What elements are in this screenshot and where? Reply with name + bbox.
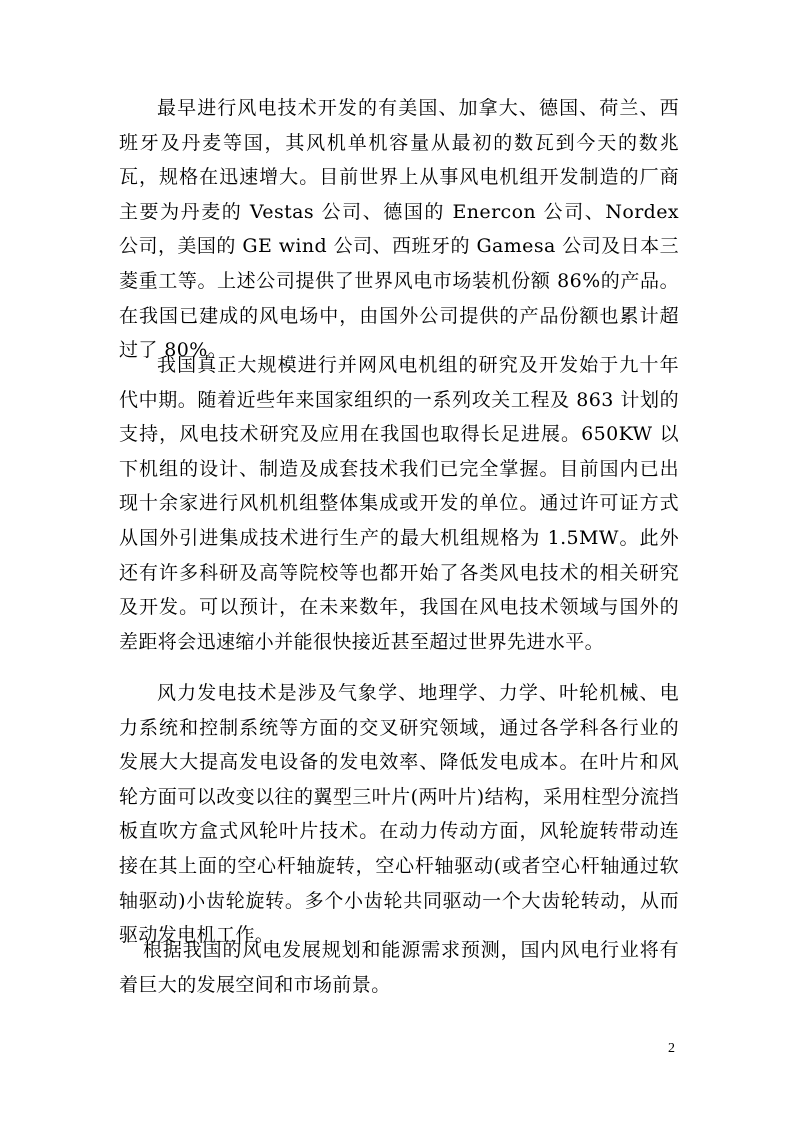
- paragraph-3: 风力发电技术是涉及气象学、地理学、力学、叶轮机械、电力系统和控制系统等方面的交叉研究领域，通过各学科各行业的发展大大提高发电设备的发电效率、降低发电成本。在叶片和风轮方面可以改变以往的翼型三叶片(两叶片)结构，采用柱型分流挡板直吹方盒式风轮叶片技术。在动力传动方面，风轮旋转带动连接在其上面的空心杆轴旋转，空心杆轴驱动(或者空心杆轴通过软轴驱动)小齿轮旋转。多个小齿轮共同驱动一个大齿轮转动，从而驱动发电机工作。: [119, 682, 679, 947]
- paragraph-1: 最早进行风电技术开发的有美国、加拿大、德国、荷兰、西班牙及丹麦等国，其风机单机容量从最初的数瓦到今天的数兆瓦，规格在迅速增大。目前世界上从事风电机组开发制造的厂商主要为丹麦的 Vestas 公司、德国的 Enercon 公司、Nordex 公司，美国的 GE wind 公司、西班牙的 Gamesa 公司及日本三菱重工等。上述公司提供了世界风电市场装机份额 86%的产品。在我国已建成的风电场中，由国外公司提供的产品份额也累计超过了 80%。: [119, 97, 679, 362]
- paragraph-4: 根据我国的风电发展规划和能源需求预测，国内风电行业将有着巨大的发展空间和市场前景。: [119, 939, 679, 996]
- paragraph-2: 我国真正大规模进行并网风电机组的研究及开发始于九十年代中期。随着近些年来国家组织的一系列攻关工程及 863 计划的支持，风电技术研究及应用在我国也取得长足进展。650KW 以下机组的设计、制造及成套技术我们已完全掌握。目前国内已出现十余家进行风机机组整体集成或开发的单位。通过许可证方式从国外引进集成技术进行生产的最大机组规格为 1.5MW。此外还有许多科研及高等院校等也都开始了各类风电技术的相关研究及开发。可以预计，在未来数年，我国在风电技术领域与国外的差距将会迅速缩小并能很快接近甚至超过世界先进水平。: [119, 354, 679, 653]
- page-number: 2: [668, 1041, 675, 1056]
